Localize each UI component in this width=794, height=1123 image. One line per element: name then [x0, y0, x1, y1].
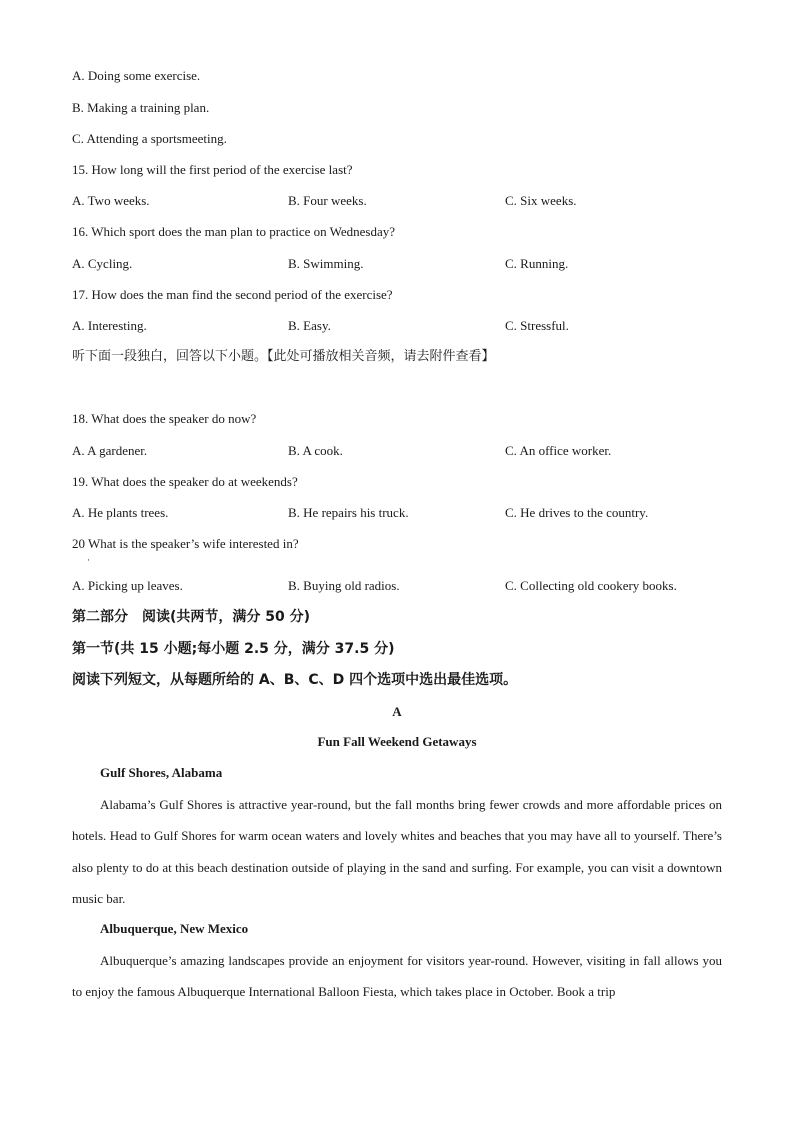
q17-option-a: A. Interesting. [72, 318, 147, 333]
monologue-instruction: 听下面一段独白，回答以下小题。【此处可播放相关音频，请去附件查看】 [72, 349, 495, 364]
q18-option-c: C. An office worker. [505, 443, 612, 458]
q16-option-b: B. Swimming. [288, 256, 364, 271]
q17-question: 17. How does the man find the second period of the exercise? [72, 287, 393, 302]
q15-option-c: C. Six weeks. [505, 193, 577, 208]
q16-option-a: A. Cycling. [72, 256, 133, 271]
q14-option-c: C. Attending a sportsmeeting. [72, 131, 227, 146]
q19-options [72, 505, 722, 521]
q14-option-b: B. Making a training plan. [72, 100, 210, 115]
q16-options [72, 256, 722, 272]
reading-instruction: 阅读下列短文，从每题所给的 A、B、C、D 四个选项中选出最佳选项。 [72, 672, 518, 688]
q18-option-a: A. A gardener. [72, 443, 148, 458]
q20-option-c: C. Collecting old cookery books. [505, 578, 677, 593]
q15-option-b: B. Four weeks. [288, 193, 367, 208]
q17-options [72, 318, 722, 334]
section-text-albuquerque: Albuquerque’s amazing landscapes provide an enjoyment for visitors year-round. However, visiting in fall allows you to enjoy the famous Albuquerque International Balloon Fiesta, which takes place in October. Book a trip [72, 953, 722, 1000]
passage-letter: A [392, 704, 402, 719]
q18-options [72, 443, 722, 459]
section-text-gulf-shores: Alabama’s Gulf Shores is attractive year-round, but the fall months bring fewer crowds and more affordable prices on hotels. Head to Gulf Shores for warm ocean waters and lovely whites and beaches that you may have all to yourself. There’s also plenty to do at this beach destination outside of playing in the sand and surfing. For example, you can visit a downtown music bar. [72, 797, 722, 906]
q15-options [72, 193, 722, 209]
q19-option-a: A. He plants trees. [72, 505, 169, 520]
q15-question: 15. How long will the first period of the exercise last? [72, 162, 353, 177]
q17-option-b: B. Easy. [288, 318, 331, 333]
q19-option-b: B. He repairs his truck. [288, 505, 409, 520]
q20-question: 20 What is the speaker’s wife interested in? [72, 536, 299, 551]
q19-question: 19. What does the speaker do at weekends? [72, 474, 298, 489]
q20-option-a: A. Picking up leaves. [72, 578, 183, 593]
q19-option-c: C. He drives to the country. [505, 505, 649, 520]
q16-option-c: C. Running. [505, 256, 569, 271]
q20-options [72, 578, 722, 594]
section-heading-albuquerque: Albuquerque, New Mexico [100, 921, 249, 936]
section-one-title: 第一节(共 15 小题;每小题 2.5 分，满分 37.5 分) [72, 641, 395, 657]
part-two-title: 第二部分 阅读(共两节，满分 50 分) [72, 609, 311, 625]
section-heading-gulf-shores: Gulf Shores, Alabama [100, 765, 223, 780]
q17-option-c: C. Stressful. [505, 318, 569, 333]
q14-option-a: A. Doing some exercise. [72, 68, 201, 83]
q20-option-b: B. Buying old radios. [288, 578, 400, 593]
q16-question: 16. Which sport does the man plan to practice on Wednesday? [72, 224, 396, 239]
q15-option-a: A. Two weeks. [72, 193, 150, 208]
q18-option-b: B. A cook. [288, 443, 343, 458]
q18-question: 18. What does the speaker do now? [72, 411, 257, 426]
stray-dot-mark: · [87, 555, 90, 565]
passage-title: Fun Fall Weekend Getaways [317, 734, 477, 749]
